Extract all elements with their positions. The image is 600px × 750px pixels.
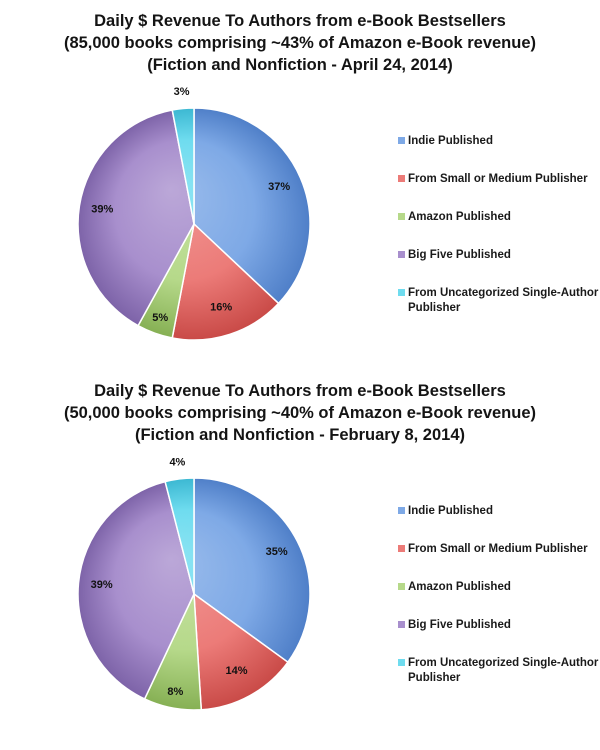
pie-chart-april xyxy=(0,0,600,368)
title-line: (50,000 books comprising ~40% of Amazon e-Book revenue) xyxy=(63,404,537,422)
data-label-big-five-published: 39% xyxy=(91,203,114,216)
title-line: (85,000 books comprising ~43% of Amazon e-Book revenue) xyxy=(63,34,537,52)
title-line: Daily $ Revenue To Authors from e-Book Bestsellers xyxy=(94,12,506,30)
title-line: Daily $ Revenue To Authors from e-Book Bestsellers xyxy=(94,382,506,400)
pie-svg xyxy=(0,0,600,368)
legend xyxy=(398,135,599,314)
data-label-big-five-published: 39% xyxy=(90,579,113,592)
legend-label-from-small-or-medium-publisher: From Small or Medium Publisher xyxy=(408,173,588,186)
data-label-from-uncategorized-single-author-publisher: 3% xyxy=(173,86,190,99)
data-label-from-uncategorized-single-author-publisher: 4% xyxy=(169,456,186,469)
legend-label-big-five-published: Big Five Published xyxy=(408,249,511,262)
data-label-indie-published: 35% xyxy=(265,545,288,558)
legend-label-amazon-published: Amazon Published xyxy=(408,581,511,594)
legend-label-from-small-or-medium-publisher: From Small or Medium Publisher xyxy=(408,543,588,556)
data-label-indie-published: 37% xyxy=(268,181,291,194)
legend-swatch-indie-published xyxy=(398,137,405,144)
title-line: (Fiction and Nonfiction - April 24, 2014) xyxy=(147,56,453,74)
pie-svg xyxy=(0,370,600,738)
legend-swatch-indie-published xyxy=(398,507,405,514)
legend-swatch-from-uncategorized-single-author-publisher xyxy=(398,289,405,296)
legend-swatch-big-five-published xyxy=(398,621,405,628)
legend-swatch-from-small-or-medium-publisher xyxy=(398,545,405,552)
legend-swatch-from-uncategorized-single-author-publisher xyxy=(398,659,405,666)
data-label-from-small-or-medium-publisher: 16% xyxy=(210,301,233,314)
legend xyxy=(398,505,599,684)
title-line: (Fiction and Nonfiction - February 8, 2014) xyxy=(134,426,466,444)
data-label-amazon-published: 5% xyxy=(152,311,169,324)
legend-swatch-amazon-published xyxy=(398,213,405,220)
data-label-amazon-published: 8% xyxy=(167,685,184,698)
legend-label-indie-published: Indie Published xyxy=(408,135,493,148)
data-label-from-small-or-medium-publisher: 14% xyxy=(225,665,248,678)
legend-label-from-uncategorized-single-author-publisher: From Uncategorized Single-Author Publisher xyxy=(408,657,599,685)
legend-label-amazon-published: Amazon Published xyxy=(408,211,511,224)
legend-swatch-amazon-published xyxy=(398,583,405,590)
legend-swatch-from-small-or-medium-publisher xyxy=(398,175,405,182)
legend-label-indie-published: Indie Published xyxy=(408,505,493,518)
legend-swatch-big-five-published xyxy=(398,251,405,258)
legend-label-big-five-published: Big Five Published xyxy=(408,619,511,632)
legend-label-from-uncategorized-single-author-publisher: From Uncategorized Single-Author Publisher xyxy=(408,287,599,315)
pie-chart-february xyxy=(0,370,600,738)
